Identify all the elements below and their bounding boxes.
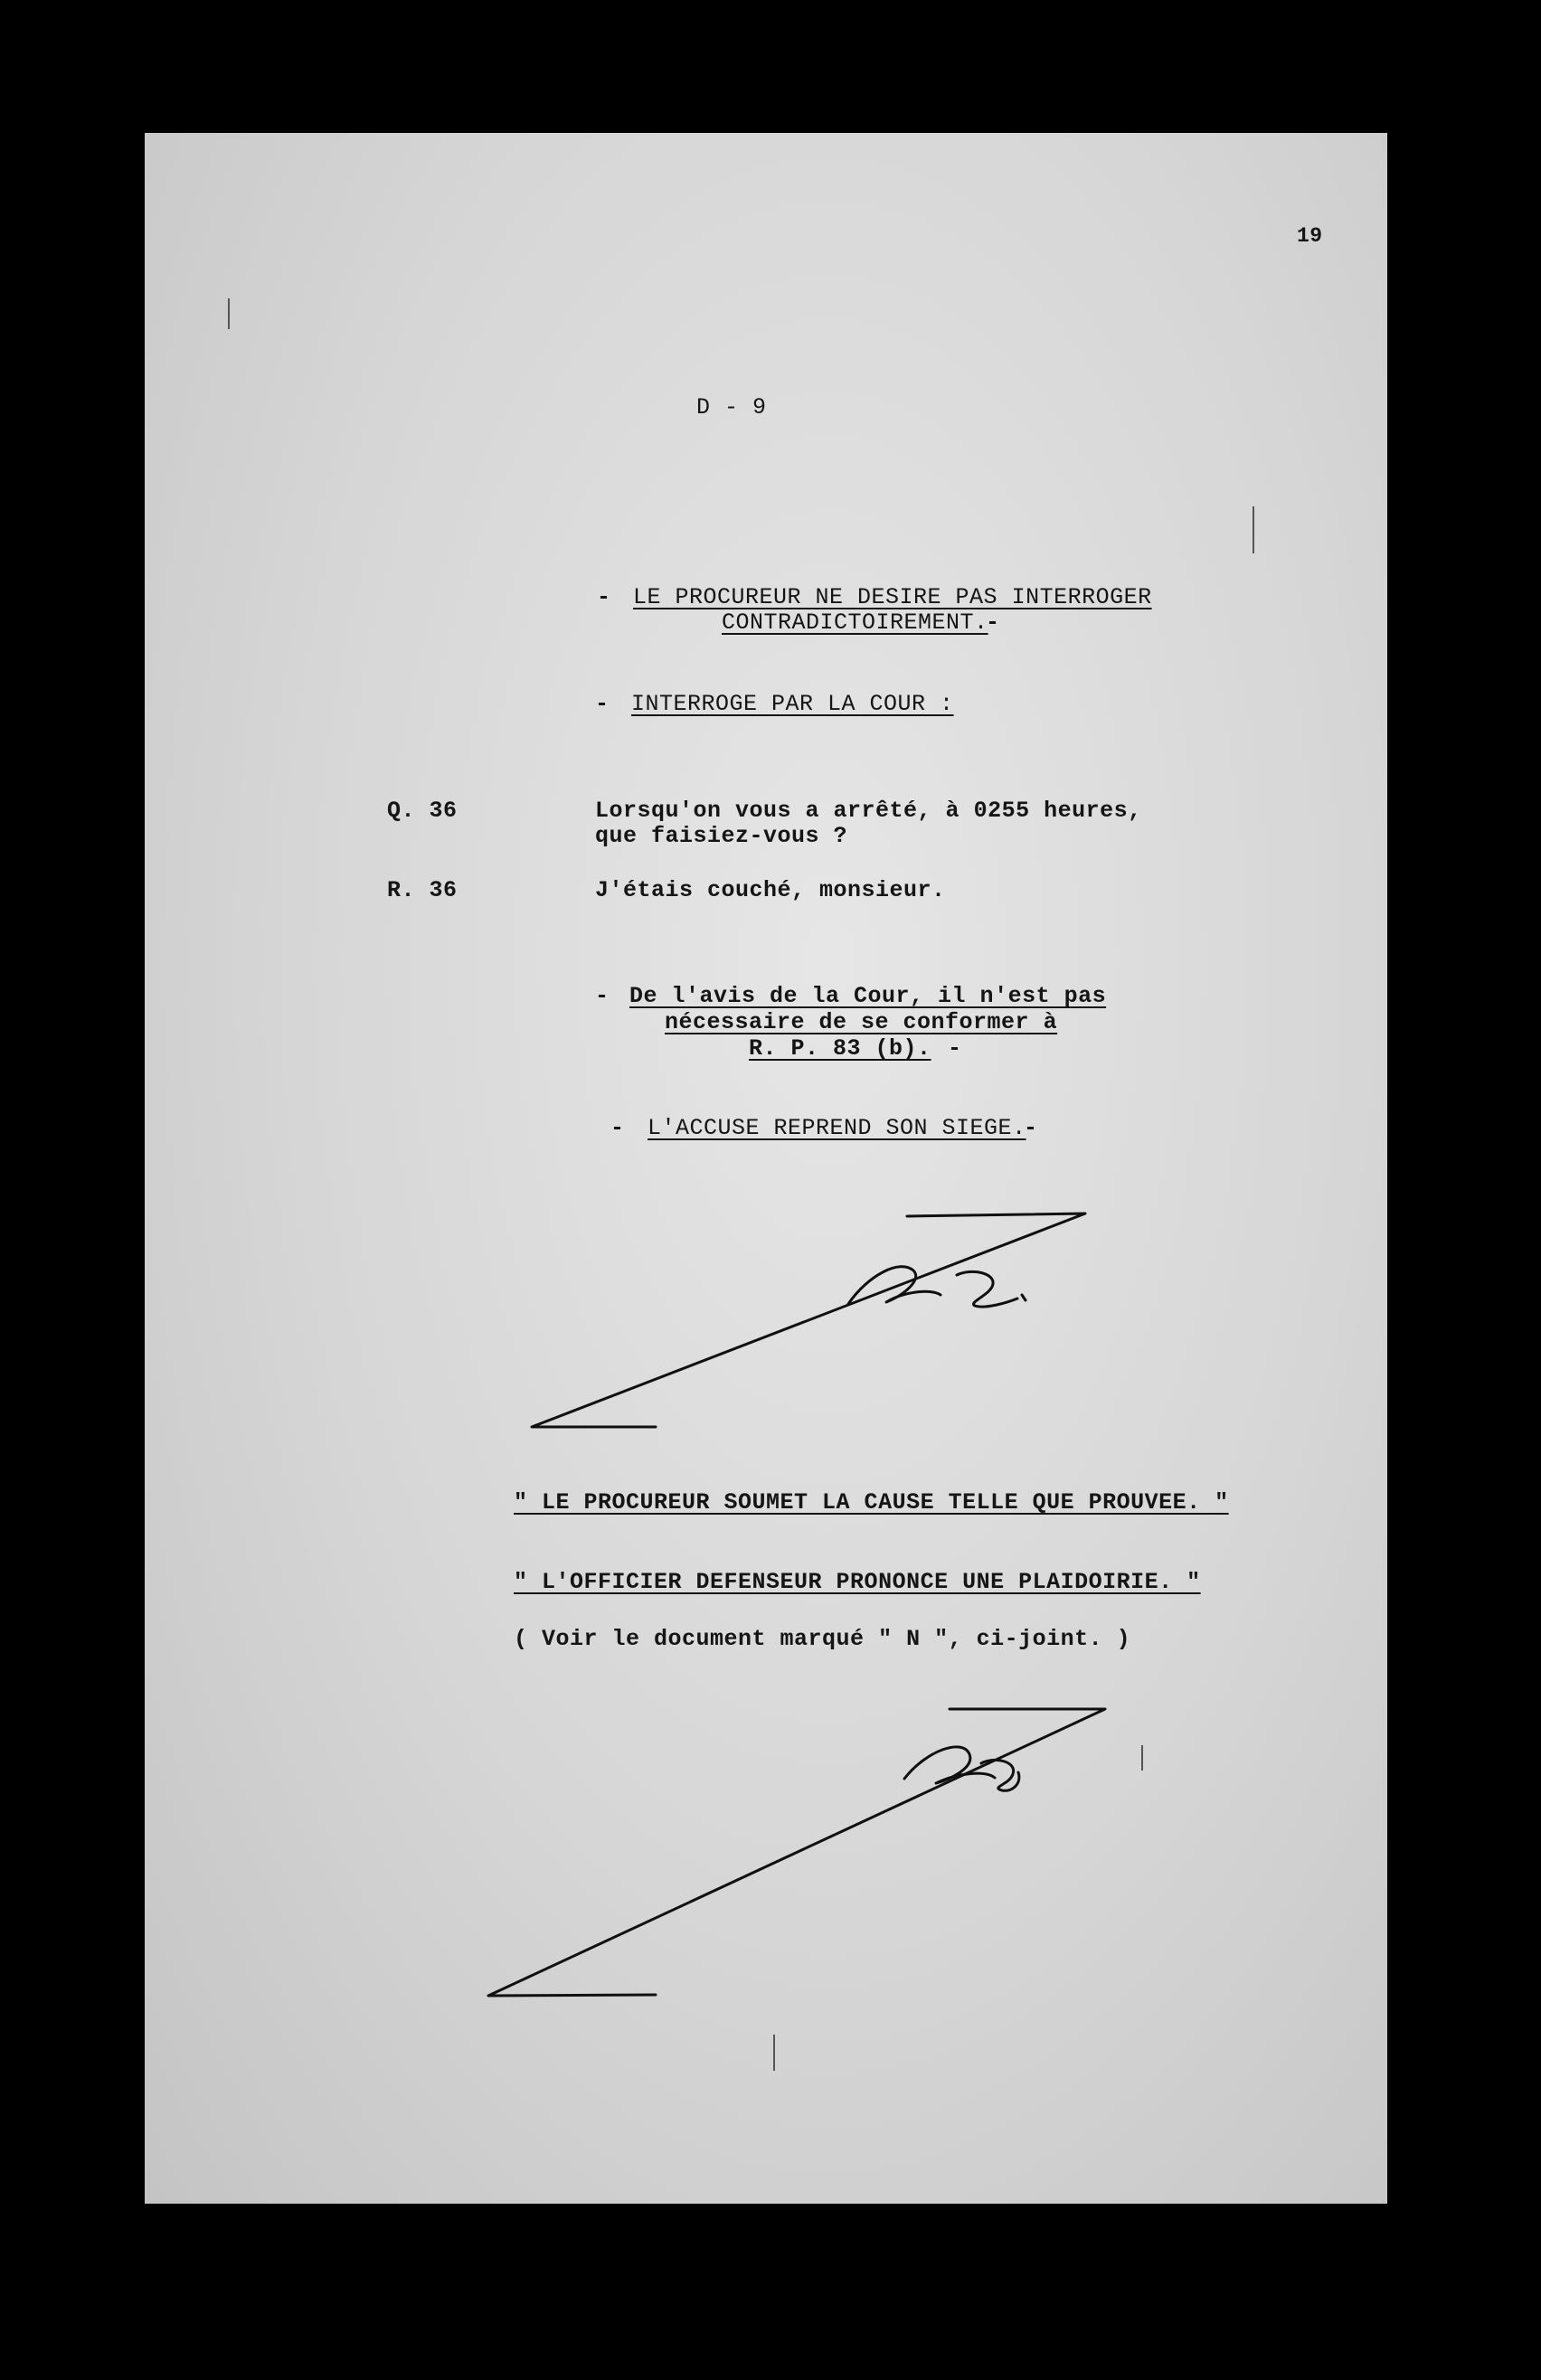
defence-plea: " L'OFFICIER DEFENSEUR PRONONCE UNE PLAIDOIRIE. " [514,1569,1201,1595]
court-opinion-line2: nécessaire de se conformer à [665,1009,1058,1035]
dash: - [595,691,610,717]
signature-2 [488,1709,1105,1996]
dash: - [1024,1115,1038,1141]
prosecutor-submits-case: " LE PROCUREUR SOUMET LA CAUSE TELLE QUE PROUVEE. " [514,1489,1229,1516]
prosecutor-no-cross-line2: CONTRADICTOIREMENT. [722,609,988,636]
accused-resumes-seat: L'ACCUSE REPREND SON SIEGE. [648,1115,1026,1141]
prosecutor-no-cross-line1: LE PROCUREUR NE DESIRE PAS INTERROGER [633,584,1152,610]
question-text-line1: Lorsqu'on vous a arrêté, à 0255 heures, [595,798,1142,824]
dash: - [948,1035,962,1062]
court-opinion-line1: De l'avis de la Cour, il n'est pas [629,983,1107,1009]
see-document-note: ( Voir le document marqué " N ", ci-joint. ) [514,1626,1131,1652]
dash: - [610,1115,625,1141]
dash: - [597,584,611,610]
signature-1 [532,1214,1085,1427]
answer-text: J'étais couché, monsieur. [595,877,946,903]
answer-number: R. 36 [387,877,458,903]
section-label: D - 9 [696,394,767,420]
page-number: 19 [1297,224,1323,248]
dash: - [986,609,1000,636]
examined-by-court: INTERROGE PAR LA COUR : [631,691,954,717]
dash: - [595,983,610,1009]
question-text-line2: que faisiez-vous ? [595,823,848,849]
question-number: Q. 36 [387,798,458,824]
court-opinion-line3: R. P. 83 (b). [749,1035,931,1062]
